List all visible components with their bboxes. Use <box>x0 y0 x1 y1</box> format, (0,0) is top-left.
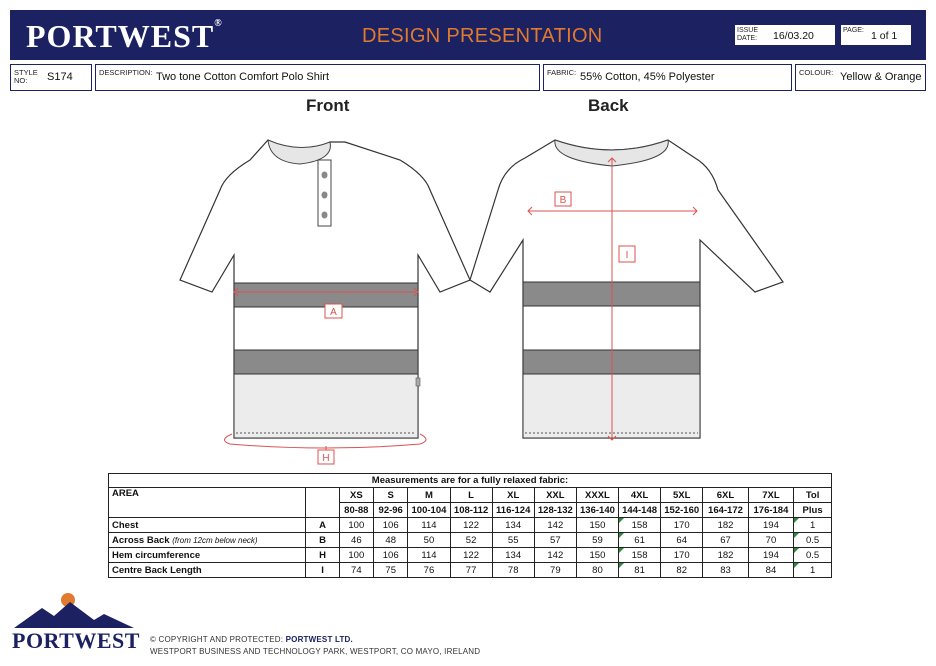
measurement-cell: 55 <box>492 533 534 548</box>
measurement-cell: 77 <box>450 563 492 578</box>
size-range: 108-112 <box>450 503 492 518</box>
size-range: 80-88 <box>339 503 373 518</box>
area-name: Centre Back Length <box>109 563 306 578</box>
button-icon <box>322 172 328 179</box>
measurement-cell: 170 <box>661 548 703 563</box>
table-title: Measurements are for a fully relaxed fabric: <box>109 474 832 488</box>
measurement-cell: 84 <box>748 563 793 578</box>
page-box <box>840 24 912 46</box>
size-header: XXXL <box>576 488 618 503</box>
measurement-cell: 100 <box>339 548 373 563</box>
garment-drawings <box>0 120 936 470</box>
measurement-cell: 194 <box>748 518 793 533</box>
size-range: 128-132 <box>534 503 576 518</box>
measurement-cell: 106 <box>374 518 408 533</box>
measurement-cell: 170 <box>661 518 703 533</box>
button-icon <box>322 192 328 199</box>
measurement-cell: 122 <box>450 548 492 563</box>
measurement-cell: 67 <box>703 533 748 548</box>
measurement-cell: 106 <box>374 548 408 563</box>
tolerance-cell: 1 <box>794 563 832 578</box>
description-caption: DESCRIPTION: <box>99 68 153 77</box>
measurement-cell: 134 <box>492 548 534 563</box>
table-row <box>109 563 832 578</box>
fabric-box <box>543 64 792 91</box>
measurement-cell: 182 <box>703 548 748 563</box>
size-range: 92-96 <box>374 503 408 518</box>
colour-caption: COLOUR: <box>799 68 834 77</box>
button-icon <box>322 212 328 219</box>
colour-box <box>795 64 926 91</box>
size-range: 164-172 <box>703 503 748 518</box>
svg-text:A: A <box>330 307 337 318</box>
measurement-cell: 70 <box>748 533 793 548</box>
front-shirt-drawing <box>180 140 470 464</box>
comment-flag-icon <box>619 518 624 523</box>
brand-logo: PORTWEST® <box>26 18 223 54</box>
measurement-cell: 182 <box>703 518 748 533</box>
footer-address: WESTPORT BUSINESS AND TECHNOLOGY PARK, WESTPORT, CO MAYO, IRELAND <box>150 647 481 656</box>
measurement-cell: 158 <box>619 518 661 533</box>
size-header: 5XL <box>661 488 703 503</box>
size-header: 7XL <box>748 488 793 503</box>
style-no-caption: STYLE NO: <box>14 68 38 85</box>
comment-flag-icon <box>619 548 624 553</box>
size-header: 6XL <box>703 488 748 503</box>
area-name: Hem circumference <box>109 548 306 563</box>
measurement-cell: 46 <box>339 533 373 548</box>
svg-text:H: H <box>322 453 330 464</box>
svg-text:I: I <box>625 250 629 261</box>
colour-value: Yellow & Orange <box>840 71 922 83</box>
measurement-cell: 48 <box>374 533 408 548</box>
measurement-cell: 78 <box>492 563 534 578</box>
area-header: AREA <box>109 488 306 518</box>
area-name: Chest <box>109 518 306 533</box>
page-caption: PAGE: <box>843 27 864 34</box>
measurement-cell: 64 <box>661 533 703 548</box>
size-range: 144-148 <box>619 503 661 518</box>
size-range: 176-184 <box>748 503 793 518</box>
area-code: B <box>306 533 339 548</box>
description-value: Two tone Cotton Comfort Polo Shirt <box>156 71 330 83</box>
comment-flag-icon <box>619 533 624 538</box>
description-box <box>95 64 540 91</box>
measurement-cell: 80 <box>576 563 618 578</box>
issue-date-caption: ISSUE DATE: <box>737 27 759 42</box>
measurement-cell: 134 <box>492 518 534 533</box>
measurement-cell: 158 <box>619 548 661 563</box>
size-range: 116-124 <box>492 503 534 518</box>
size-range: 152-160 <box>661 503 703 518</box>
front-reflective-band-top <box>234 283 418 307</box>
issue-date-value: 16/03.20 <box>773 30 814 42</box>
measurement-cell: 81 <box>619 563 661 578</box>
measurement-cell: 76 <box>408 563 450 578</box>
issue-date-box <box>734 24 836 46</box>
size-header: 4XL <box>619 488 661 503</box>
measurement-cell: 100 <box>339 518 373 533</box>
fabric-caption: FABRIC: <box>547 68 577 77</box>
measurement-cell: 57 <box>534 533 576 548</box>
measurement-cell: 122 <box>450 518 492 533</box>
table-row <box>109 533 832 548</box>
measurement-cell: 52 <box>450 533 492 548</box>
tol-header: Tol <box>794 488 832 503</box>
measurement-cell: 79 <box>534 563 576 578</box>
measurement-cell: 59 <box>576 533 618 548</box>
comment-flag-icon <box>794 533 799 538</box>
table-row <box>109 548 832 563</box>
area-code: I <box>306 563 339 578</box>
measurement-cell: 150 <box>576 518 618 533</box>
measurement-cell: 61 <box>619 533 661 548</box>
size-header: S <box>374 488 408 503</box>
comment-flag-icon <box>794 518 799 523</box>
tolerance-cell: 1 <box>794 518 832 533</box>
size-header: XS <box>339 488 373 503</box>
area-name: Across Back (from 12cm below neck) <box>109 533 306 548</box>
area-code: H <box>306 548 339 563</box>
front-reflective-band-bottom <box>234 350 418 374</box>
area-note: (from 12cm below neck) <box>172 535 258 545</box>
back-view-title: Back <box>588 96 629 115</box>
size-header: XL <box>492 488 534 503</box>
document-title: DESIGN PRESENTATION <box>362 25 603 47</box>
measurement-cell: 74 <box>339 563 373 578</box>
style-no-box <box>10 64 92 91</box>
size-header: XXL <box>534 488 576 503</box>
measurement-cell: 194 <box>748 548 793 563</box>
code-header <box>306 488 339 518</box>
size-header-row <box>109 488 832 503</box>
measurement-cell: 142 <box>534 518 576 533</box>
measurement-table <box>108 473 832 578</box>
footer-copyright: © COPYRIGHT AND PROTECTED: PORTWEST LTD. <box>150 635 353 644</box>
comment-flag-icon <box>794 548 799 553</box>
measurement-cell: 114 <box>408 548 450 563</box>
measurement-cell: 50 <box>408 533 450 548</box>
fabric-value: 55% Cotton, 45% Polyester <box>580 71 715 83</box>
size-header: L <box>450 488 492 503</box>
measurement-cell: 142 <box>534 548 576 563</box>
back-shirt-drawing <box>470 140 783 440</box>
measurement-cell: 82 <box>661 563 703 578</box>
comment-flag-icon <box>794 563 799 568</box>
front-view-title: Front <box>306 96 350 115</box>
measurement-cell: 114 <box>408 518 450 533</box>
footer-brand: PORTWEST <box>12 628 140 653</box>
table-row <box>109 518 832 533</box>
style-no-value: S174 <box>47 71 73 83</box>
page-value: 1 of 1 <box>871 30 898 42</box>
size-header: M <box>408 488 450 503</box>
comment-flag-icon <box>619 563 624 568</box>
plus-header: Plus <box>794 503 832 518</box>
size-range: 100-104 <box>408 503 450 518</box>
measurement-cell: 150 <box>576 548 618 563</box>
measurement-cell: 83 <box>703 563 748 578</box>
measurement-cell: 75 <box>374 563 408 578</box>
tolerance-cell: 0.5 <box>794 533 832 548</box>
svg-text:B: B <box>559 195 567 206</box>
tolerance-cell: 0.5 <box>794 548 832 563</box>
size-range: 136-140 <box>576 503 618 518</box>
area-code: A <box>306 518 339 533</box>
header-bar <box>10 10 926 60</box>
table-title-row <box>109 474 832 488</box>
